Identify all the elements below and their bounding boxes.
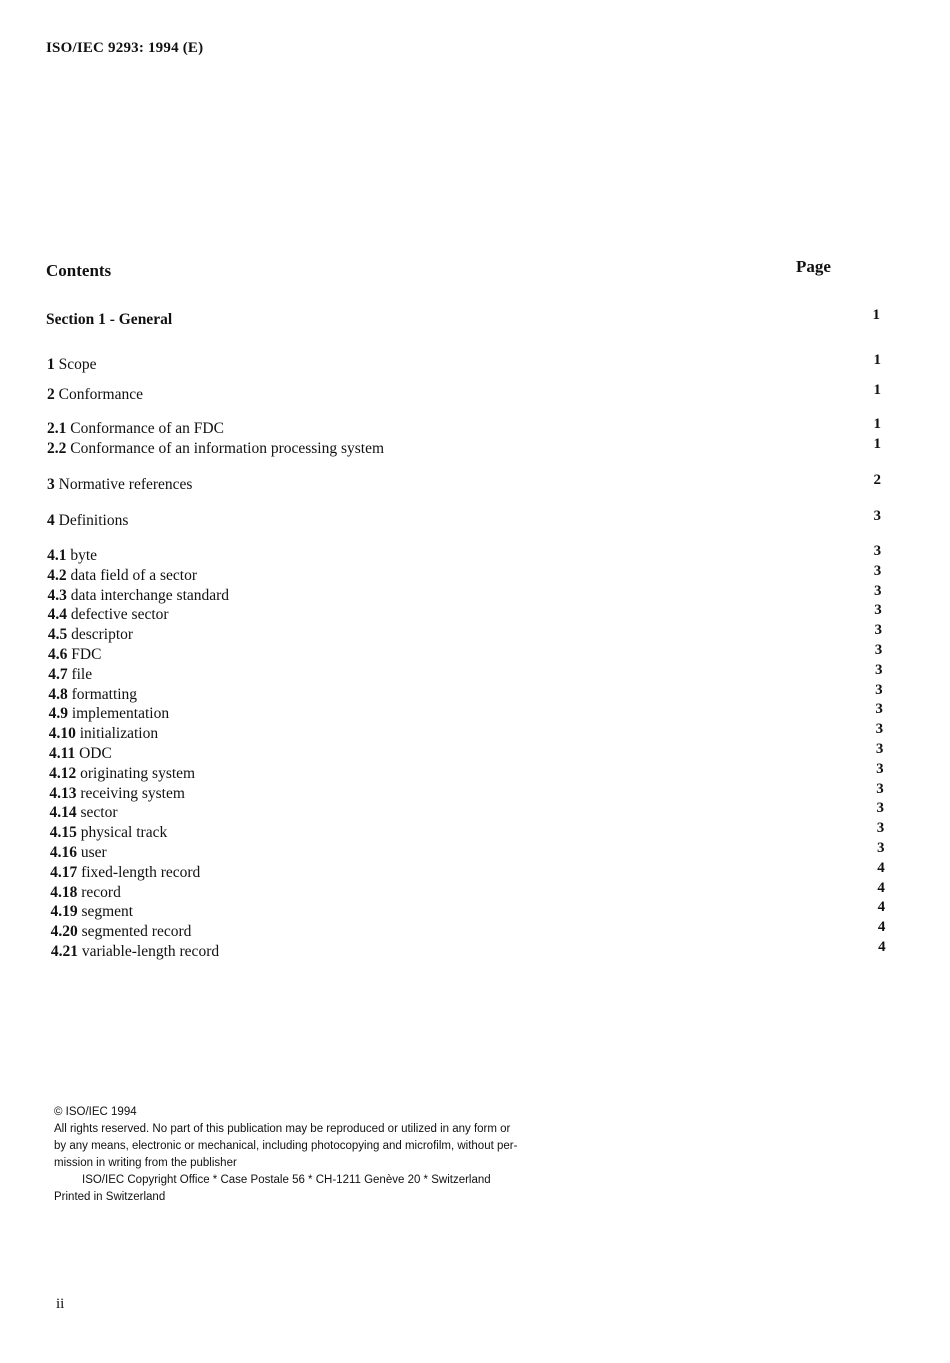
toc-entry-title: variable-length record [81,943,220,960]
copyright-line: © ISO/IEC 1994 [54,1106,137,1118]
toc-entry [0,661,950,686]
toc-entry-number: 4.13 [49,784,77,802]
toc-entry [0,760,950,785]
toc-entry-text [50,804,118,822]
toc-entry [0,543,950,567]
toc-entry-text [48,646,101,664]
toc-entry-page: 3 [873,508,881,524]
toc-entry [0,436,950,460]
toc-entry-number: 1 [47,356,55,373]
page-column-label: Page [796,257,831,276]
toc-entry-title: Conformance of an information processing system [70,440,385,457]
toc-entry-number: 4.14 [49,804,77,822]
toc-entry-number: 4.18 [50,883,78,901]
toc-entry-text [49,725,158,743]
toc-entry-number: 4.2 [47,566,67,584]
copyright-office-line: ISO/IEC Copyright Office * Case Postale 56 * CH-1211 Genève 20 * Switzerland [82,1174,491,1186]
toc-entry-text [47,587,229,605]
toc-entry-title: physical track [80,824,168,842]
toc-entry-number: 2 [47,386,55,403]
toc-entry [0,701,950,725]
contents-title: Contents [46,261,112,280]
document-header: ISO/IEC 9293: 1994 (E) [46,40,204,56]
toc-entry-title: Definitions [58,512,129,529]
rights-line: mission in writing from the publisher [54,1157,237,1169]
copyright-notice [54,1104,517,1206]
toc-entry-title: sector [80,804,118,822]
toc-entry-title: data field of a sector [70,566,198,584]
toc-entry-title: file [71,665,93,683]
toc-entry [0,859,950,884]
toc-entry-page: 1 [873,416,881,432]
toc-entry [0,840,950,864]
toc-entry-page: 3 [874,642,883,658]
toc-section-row [0,307,950,331]
toc-entry [0,472,950,496]
toc-entry [0,780,950,805]
printed-in-line: Printed in Switzerland [54,1191,166,1203]
toc-entry-text [47,440,384,458]
toc-entry-title: Conformance of an FDC [70,420,224,437]
toc-entry-text [47,512,128,530]
rights-line: by any means, electronic or mechanical, including photocopying and microfilm, without per- [54,1140,518,1152]
toc-entry-number: 4.21 [50,943,78,960]
toc-entry [0,899,950,923]
toc-entry-text [47,356,97,374]
toc-entry [0,622,950,646]
toc-entry [0,939,950,963]
toc-entry-title: data interchange standard [70,586,230,604]
toc-entry-title: segment [81,903,134,921]
toc-entry-title: originating system [80,764,196,782]
toc-entry-text [48,666,92,684]
toc-entry-number: 4.1 [47,547,67,564]
toc-entry-text [48,686,137,704]
toc-entry [0,681,950,706]
toc-entry-text [50,903,133,921]
toc-entry-page: 4 [877,899,886,916]
toc-entry-page: 3 [873,562,882,579]
toc-entry-title: segmented record [81,923,192,941]
toc-entry-number: 4.6 [48,646,68,663]
toc-entry-number: 4.16 [49,844,78,861]
toc-entry [0,508,950,532]
page-folio: ii [56,1296,65,1312]
toc-entry-number: 3 [47,476,55,493]
toc-entry-text [47,547,97,565]
toc-entry-title: Conformance [58,386,143,403]
toc-entry-page: 3 [876,760,884,777]
toc-entry-text [51,943,219,961]
toc-entry-page: 1 [873,382,881,398]
toc-entry-number: 4.12 [49,764,77,782]
toc-entry-text [50,884,121,902]
toc-entry-text [49,705,170,723]
toc-entry-page: 4 [877,919,886,936]
toc-entry-page: 3 [874,582,882,599]
toc-entry-title: byte [70,547,97,564]
toc-entry [0,820,950,844]
toc-entry-text [47,420,224,438]
toc-entry-number: 4.20 [50,923,78,941]
toc-section-page: 1 [872,307,880,323]
toc-entry-text [51,923,192,941]
toc-entry [0,352,950,376]
toc-entry-number: 4.5 [47,626,68,644]
toc-entry-page: 3 [874,622,882,639]
toc-entry-title: defective sector [70,606,169,624]
toc-entry-page: 4 [877,879,885,896]
toc-entry-title: receiving system [80,784,185,802]
toc-entry-page: 3 [876,820,885,837]
toc-entry-number: 4.10 [48,725,76,743]
toc-entry-text [47,567,197,585]
toc-entry-page: 3 [873,543,882,559]
toc-entry-page: 3 [874,661,883,678]
toc-entry-number: 4.7 [48,665,68,683]
toc-entry-page: 3 [874,602,882,619]
toc-entry-number: 2.2 [47,440,67,457]
toc-entry-text [47,476,192,494]
toc-entry-title: record [81,883,121,901]
toc-entry [0,741,950,765]
toc-entry [0,582,950,607]
toc-entry-text [49,745,112,763]
toc-entry-page: 3 [876,800,885,817]
toc-entry-title: Scope [58,356,97,373]
rights-line: All rights reserved. No part of this publication may be reproduced or utilized in any form or [54,1123,511,1135]
toc-entry-text [49,765,195,783]
toc-entry-text [48,626,133,644]
toc-entry-text [47,386,143,404]
toc-entry [0,800,950,824]
toc-entry-title: user [80,844,107,861]
toc-entry-number: 4.19 [50,903,78,921]
toc-entry-page: 3 [876,840,885,856]
toc-entry [0,642,950,666]
toc-entry-number: 2.1 [47,420,67,437]
toc-entry-number: 4.11 [48,745,76,762]
toc-entry [0,602,950,626]
toc-entry-number: 4.9 [48,705,68,723]
toc-entry-number: 4.15 [49,824,77,842]
toc-entry-title: ODC [79,745,112,762]
toc-entry-number: 4.8 [48,685,68,703]
toc-entry-title: FDC [71,646,102,663]
toc-entry [0,879,950,904]
toc-entry-page: 3 [875,741,884,757]
toc-entry [0,416,950,440]
toc-entry-page: 3 [875,721,884,738]
toc-entry-page: 4 [877,859,885,876]
toc-entry-title: formatting [71,685,138,703]
toc-entry-page: 1 [873,352,881,368]
toc-entry-title: descriptor [71,626,134,644]
toc-entry [0,919,950,943]
toc-entry-text [49,785,185,803]
toc-entry-number: 4.17 [50,863,78,881]
toc-entry-page: 2 [873,472,881,488]
toc-entry-text [50,864,200,882]
toc-entry-text [50,844,107,862]
toc-entry-title: implementation [71,705,170,723]
toc-entry-page: 3 [875,701,883,718]
toc-entry-text [48,606,169,624]
toc-entry [0,382,950,406]
toc-section-title: Section 1 - General [46,311,173,328]
toc-entry-number: 4.3 [47,586,67,604]
toc-entry-number: 4 [47,512,55,529]
toc-entry-number: 4.4 [47,606,67,624]
toc-entry-page: 4 [878,939,886,955]
toc-entry-page: 3 [875,681,883,698]
toc-entry-text [50,824,168,842]
toc-entry [0,562,950,587]
toc-entry-page: 3 [876,780,884,797]
toc-entry-title: Normative references [58,476,193,493]
toc-entry-title: initialization [79,725,159,743]
toc-entry [0,721,950,745]
toc-entry-title: fixed-length record [81,863,201,881]
toc-entry-page: 1 [873,436,881,452]
